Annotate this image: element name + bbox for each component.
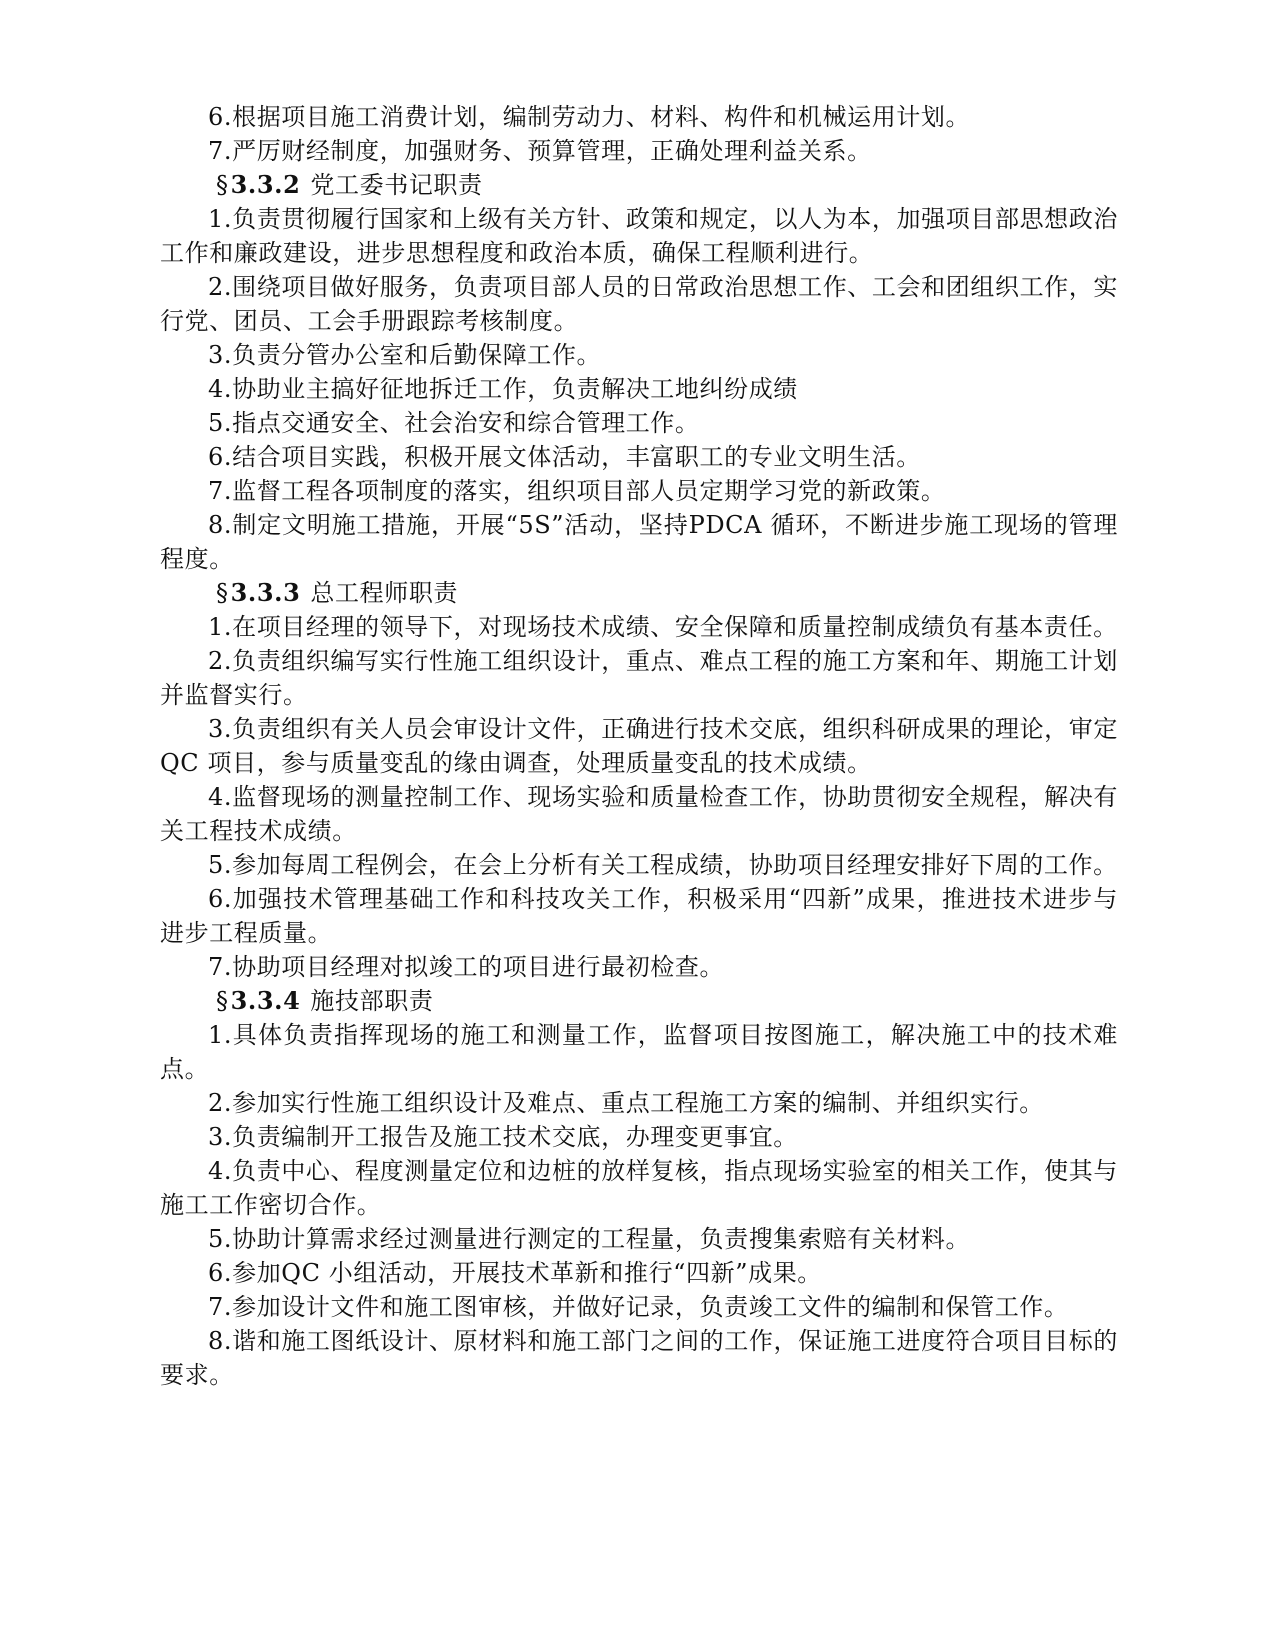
list-item: 6.参加QC 小组活动，开展技术革新和推行“四新”成果。 xyxy=(208,1259,822,1287)
list-item: 8.制定文明施工措施，开展“5S”活动，坚持PDCA 循环，不断进步施工现场的管理程度。 xyxy=(160,511,1118,573)
list-item: 7.参加设计文件和施工图审核，并做好记录，负责竣工文件的编制和保管工作。 xyxy=(208,1293,1069,1321)
list-item: 7.协助项目经理对拟竣工的项目进行最初检查。 xyxy=(208,953,725,981)
list-item: 5.指点交通安全、社会治安和综合管理工作。 xyxy=(208,409,700,437)
list-item: 1.具体负责指挥现场的施工和测量工作，监督项目按图施工，解决施工中的技术难点。 xyxy=(160,1021,1118,1083)
list-item: 7.严厉财经制度，加强财务、预算管理，正确处理利益关系。 xyxy=(208,137,872,165)
section-heading xyxy=(160,168,1118,202)
list-item: 7.监督工程各项制度的落实，组织项目部人员定期学习党的新政策。 xyxy=(208,477,946,505)
section-heading xyxy=(160,576,1118,610)
list-item: 5.协助计算需求经过测量进行测定的工程量，负责搜集索赔有关材料。 xyxy=(208,1225,971,1253)
list-item: 2.负责组织编写实行性施工组织设计，重点、难点工程的施工方案和年、期施工计划并监督实行。 xyxy=(160,647,1118,709)
list-item: 8.谐和施工图纸设计、原材料和施工部门之间的工作，保证施工进度符合项目目标的要求。 xyxy=(160,1327,1118,1389)
list-item: 3.负责编制开工报告及施工技术交底，办理变更事宜。 xyxy=(208,1123,798,1151)
list-item: 1.负责贯彻履行国家和上级有关方针、政策和规定，以人为本，加强项目部思想政治工作和廉政建设，进步思想程度和政治本质，确保工程顺利进行。 xyxy=(160,205,1118,267)
list-item: 2.围绕项目做好服务，负责项目部人员的日常政治思想工作、工会和团组织工作，实行党、团员、工会手册跟踪考核制度。 xyxy=(160,273,1118,335)
section-mark: § xyxy=(216,579,229,607)
section-title: 施技部职责 xyxy=(310,987,434,1015)
list-item: 3.负责组织有关人员会审设计文件，正确进行技术交底，组织科研成果的理论，审定QC 项目，参与质量变乱的缘由调查，处理质量变乱的技术成绩。 xyxy=(160,715,1118,777)
list-item: 4.监督现场的测量控制工作、现场实验和质量检查工作，协助贯彻安全规程，解决有关工程技术成绩。 xyxy=(160,783,1118,845)
list-item: 6.结合项目实践，积极开展文体活动，丰富职工的专业文明生活。 xyxy=(208,443,921,471)
document-page xyxy=(160,100,1118,1392)
section-heading xyxy=(160,984,1118,1018)
list-item: 4.负责中心、程度测量定位和边桩的放样复核，指点现场实验室的相关工作，使其与施工工作密切合作。 xyxy=(160,1157,1118,1219)
section-number: 3.3.2 xyxy=(230,170,301,199)
section-mark: § xyxy=(216,987,229,1015)
section-title: 总工程师职责 xyxy=(310,579,459,607)
list-item: 4.协助业主搞好征地拆迁工作，负责解决工地纠纷成绩 xyxy=(208,375,798,403)
list-item: 3.负责分管办公室和后勤保障工作。 xyxy=(208,341,602,369)
section-title: 党工委书记职责 xyxy=(310,171,483,199)
list-item: 5.参加每周工程例会，在会上分析有关工程成绩，协助项目经理安排好下周的工作。 xyxy=(208,851,1118,879)
section-number: 3.3.3 xyxy=(230,578,301,607)
section-mark: § xyxy=(216,171,229,199)
section-number: 3.3.4 xyxy=(230,986,301,1015)
list-item: 6.根据项目施工消费计划，编制劳动力、材料、构件和机械运用计划。 xyxy=(208,103,971,131)
list-item: 2.参加实行性施工组织设计及难点、重点工程施工方案的编制、并组织实行。 xyxy=(208,1089,1044,1117)
list-item: 6.加强技术管理基础工作和科技攻关工作，积极采用“四新”成果，推进技术进步与进步工程质量。 xyxy=(160,885,1118,947)
list-item: 1.在项目经理的领导下，对现场技术成绩、安全保障和质量控制成绩负有基本责任。 xyxy=(208,613,1118,641)
